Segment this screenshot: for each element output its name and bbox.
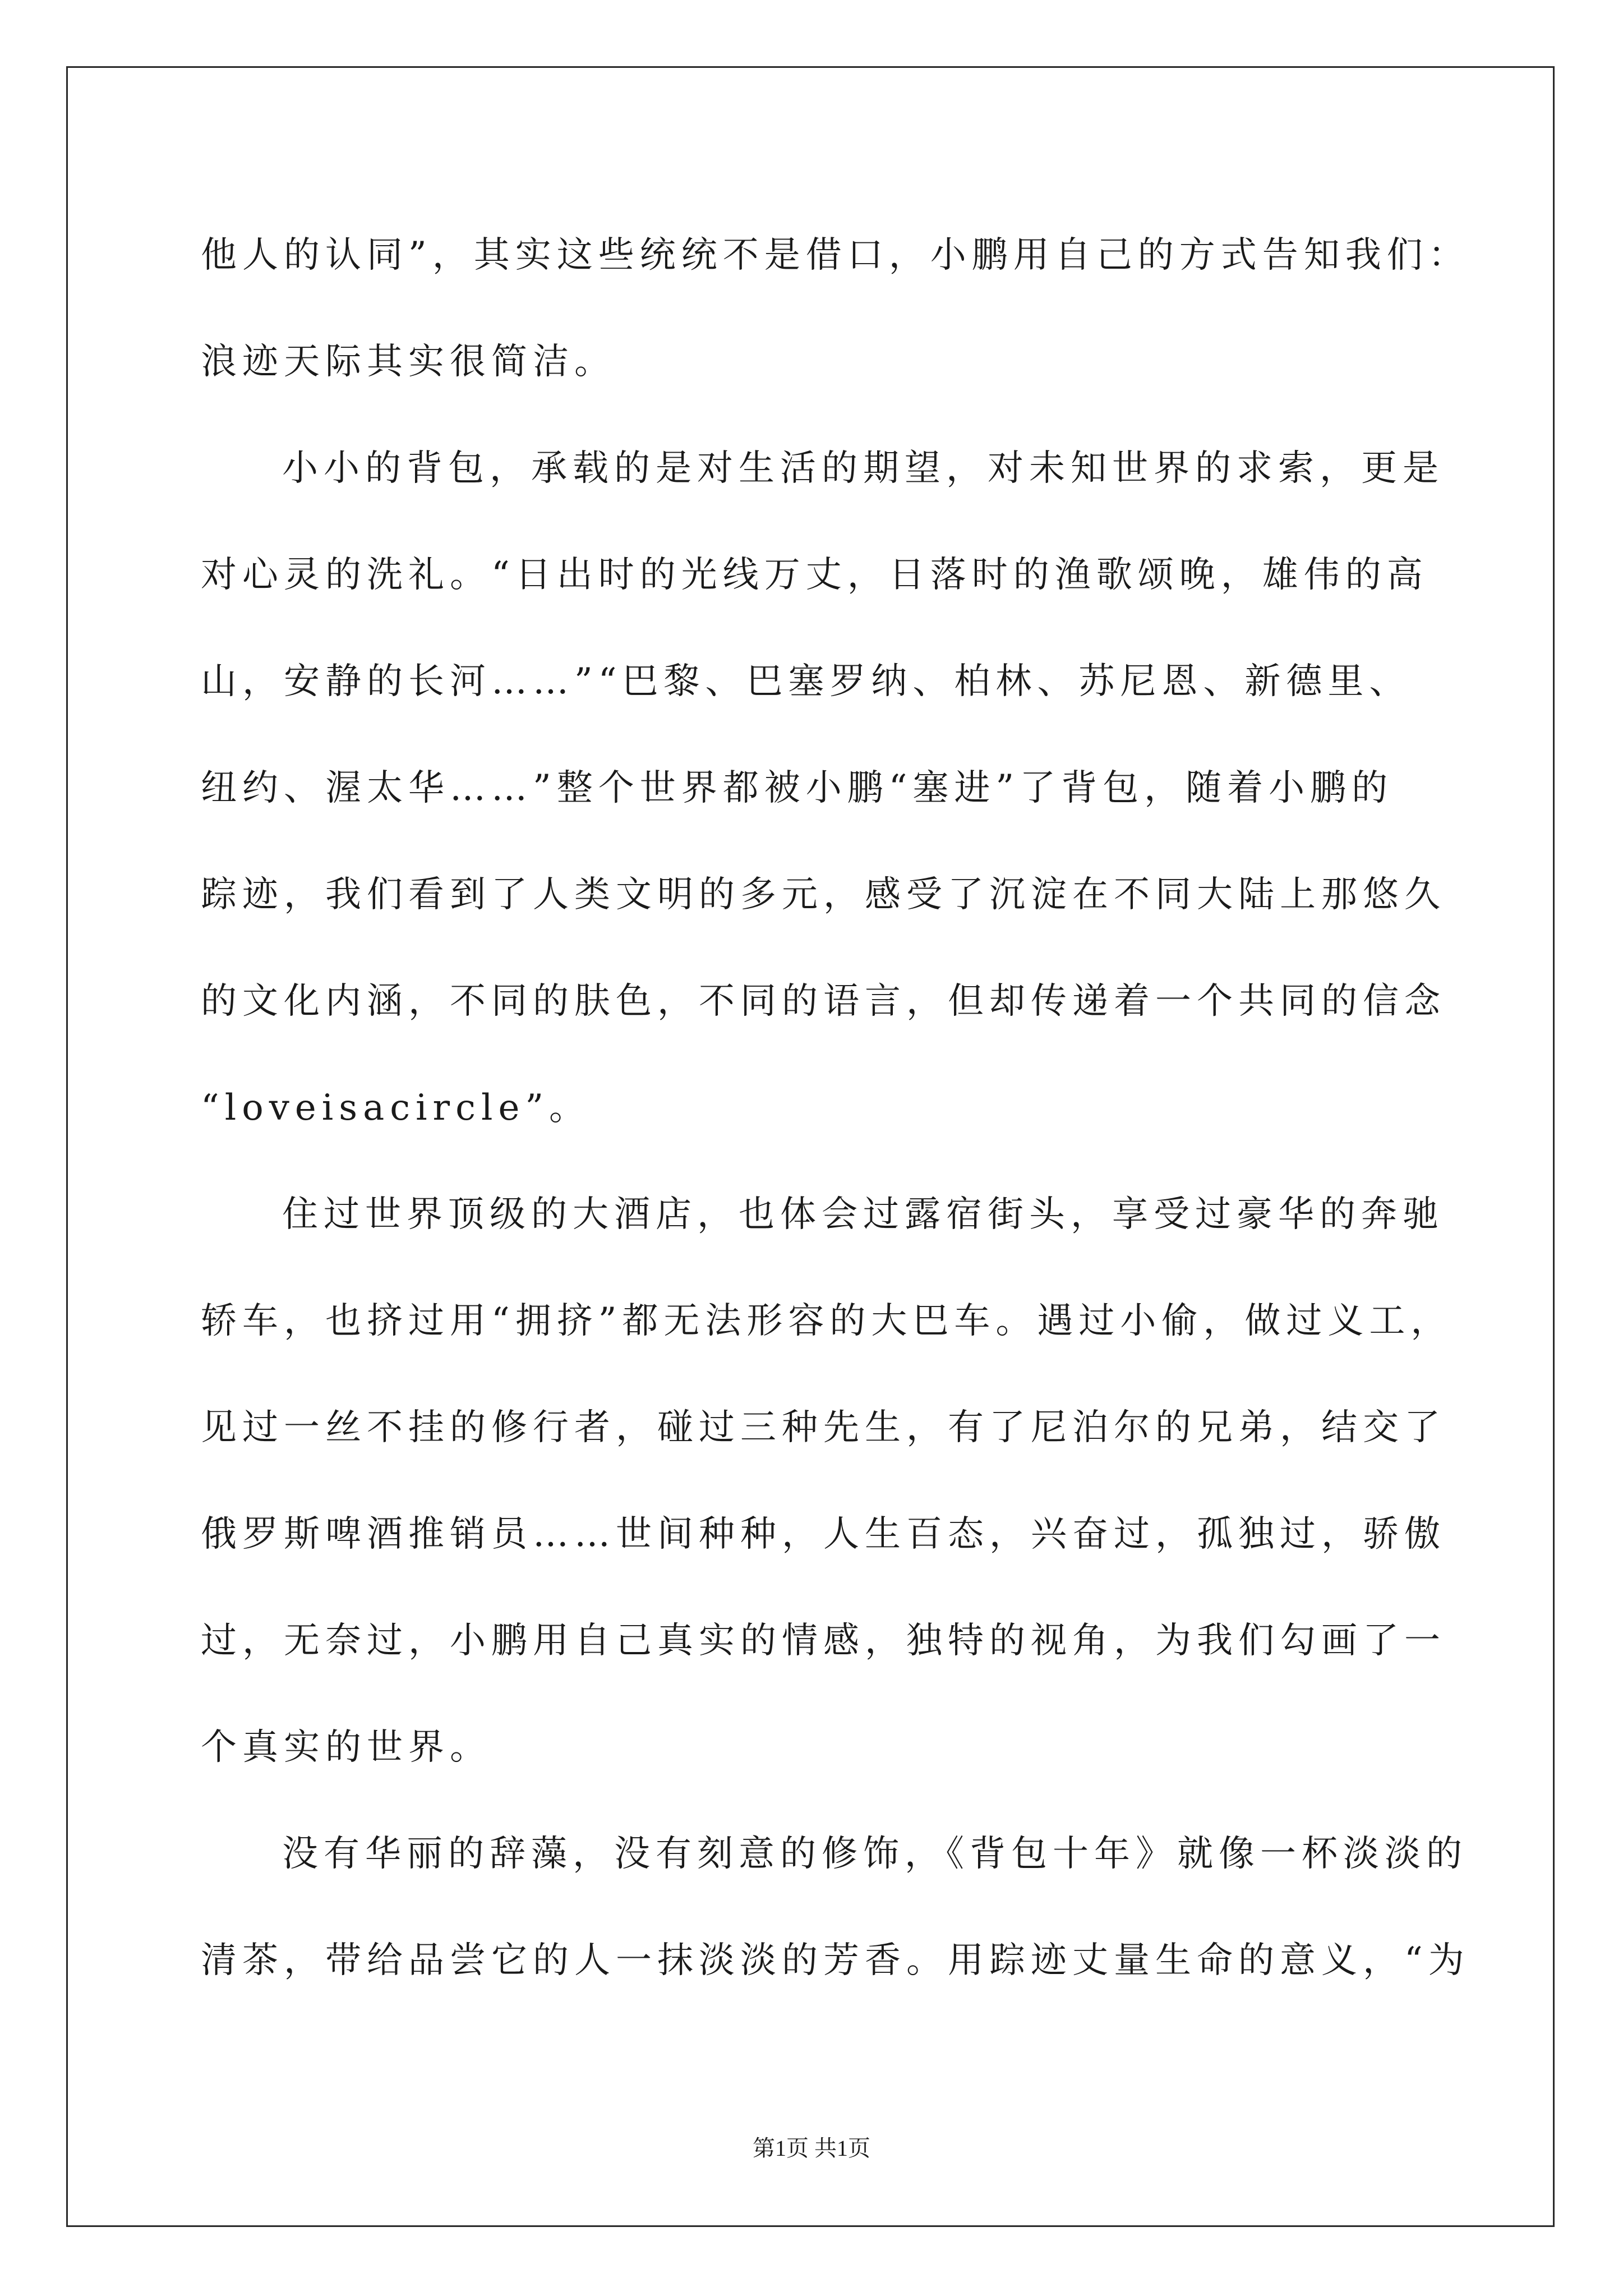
text-line: 纽约、渥太华……”整个世界都被小鹏“塞进”了背包，随着小鹏的 <box>201 767 1394 809</box>
text-line: 见过一丝不挂的修行者，碰过三种先生，有了尼泊尔的兄弟，结交了 <box>201 1407 1446 1448</box>
text-line: 的文化内涵，不同的肤色，不同的语言，但却传递着一个共同的信念 <box>201 981 1446 1022</box>
text-line: 对心灵的洗礼。“日出时的光线万丈，日落时的渔歌颂晚，雄伟的高 <box>201 554 1428 596</box>
text-line: 住过世界顶级的大酒店，也体会过露宿街头，享受过豪华的奔驰 <box>282 1194 1444 1235</box>
text-line: 他人的认同”，其实这些统统不是借口，小鹏用自己的方式告知我们： <box>201 234 1470 276</box>
document-body <box>201 202 1470 2014</box>
text-line: 踪迹，我们看到了人类文明的多元，感受了沉淀在不同大陆上那悠久 <box>201 874 1446 915</box>
text-line: 山，安静的长河……”“巴黎、巴塞罗纳、柏林、苏尼恩、新德里、 <box>201 661 1411 702</box>
text-line: 没有华丽的辞藻，没有刻意的修饰，《背包十年》就像一杯淡淡的 <box>282 1833 1468 1875</box>
text-line: “loveisacircle”。 <box>201 1087 591 1129</box>
text-line: 过，无奈过，小鹏用自己真实的情感，独特的视角，为我们勾画了一 <box>201 1620 1446 1662</box>
text-line: 清茶，带给品尝它的人一抹淡淡的芳香。用踪迹丈量生命的意义，“为 <box>201 1940 1470 1981</box>
text-line: 俄罗斯啤酒推销员……世间种种，人生百态，兴奋过，孤独过，骄傲 <box>201 1513 1446 1555</box>
text-line: 小小的背包，承载的是对生活的期望，对未知世界的求索，更是 <box>282 448 1444 489</box>
text-line: 浪迹天际其实很简洁。 <box>201 341 616 383</box>
text-line: 轿车，也挤过用“拥挤”都无法形容的大巴车。遇过小偷，做过义工， <box>201 1300 1453 1342</box>
page-footer: 第1页 共1页 <box>753 2136 870 2161</box>
text-line: 个真实的世界。 <box>201 1727 491 1768</box>
